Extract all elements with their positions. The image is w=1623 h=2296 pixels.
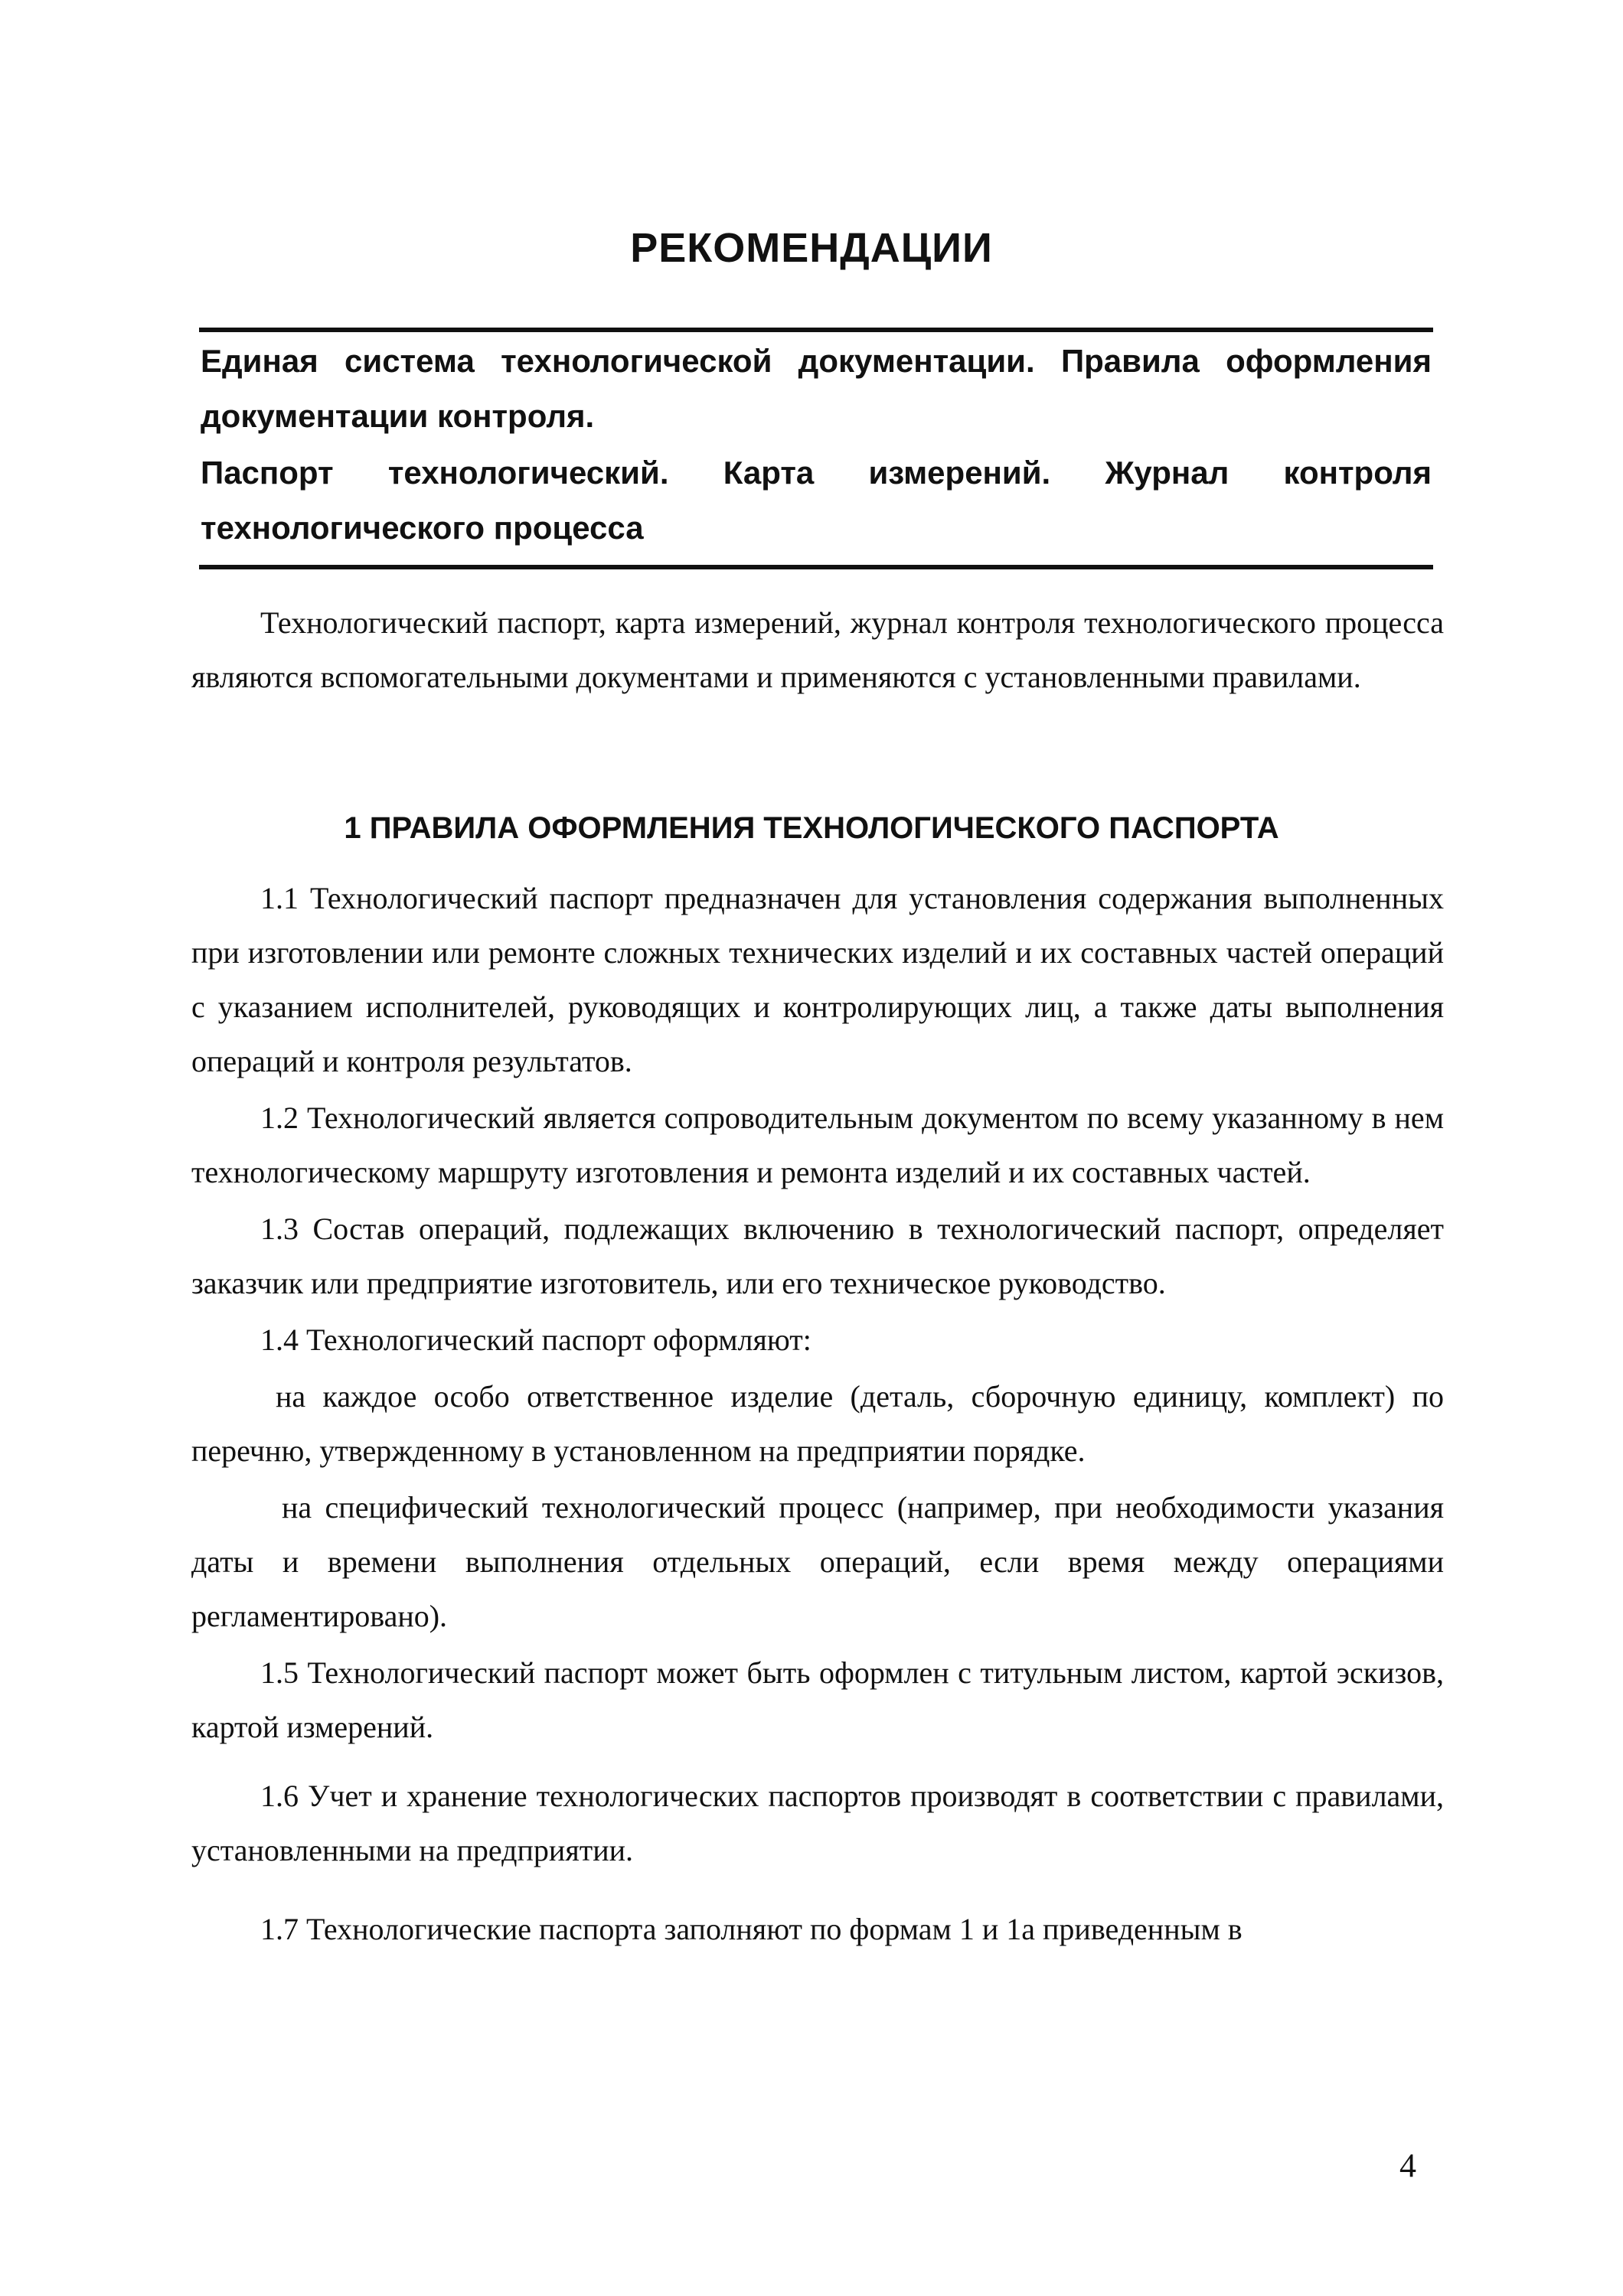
- page-number: 4: [1399, 2147, 1416, 2184]
- title-line-1: Единая система технологической документации. Правила оформления документации контроля.: [201, 343, 1432, 434]
- paragraph-1-5: 1.5 Технологический паспорт может быть оформлен с титульным листом, картой эскизов, картой измерений.: [191, 1655, 1444, 1744]
- section-1-body: [191, 871, 1444, 1956]
- document-title-part2: [201, 445, 1432, 556]
- intro-paragraph: Технологический паспорт, карта измерений, журнал контроля технологического процесса являются вспомогательными документами и применяются с установленными правилами.: [191, 605, 1444, 694]
- document-heading: РЕКОМЕНДАЦИИ: [630, 225, 993, 271]
- title-line-2: Паспорт технологический. Карта измерений. Журнал контроля технологического процесса: [201, 455, 1432, 546]
- intro-block: [191, 595, 1444, 704]
- document-title-part1: [201, 334, 1432, 444]
- paragraph-1-4-item-2: на специфический технологический процесс (например, при необходимости указания даты и времени выполнения отдельных операций, если время между операциями регламентировано).: [191, 1490, 1444, 1633]
- paragraph-1-4-item-1: на каждое особо ответственное изделие (деталь, сборочную единицу, комплект) по перечню, утвержденному в установленном на предприятии порядке.: [191, 1379, 1444, 1468]
- section-1-heading: 1 ПРАВИЛА ОФОРМЛЕНИЯ ТЕХНОЛОГИЧЕСКОГО ПАСПОРТА: [344, 811, 1279, 845]
- title-top-rule: [199, 328, 1433, 332]
- title-bottom-rule: [199, 565, 1433, 569]
- paragraph-1-2: 1.2 Технологический является сопроводительным документом по всему указанному в нем технологическому маршруту изготовления и ремонта изделий и их составных частей.: [191, 1101, 1444, 1189]
- paragraph-1-3: 1.3 Состав операций, подлежащих включению в технологический паспорт, определяет заказчик или предприятие изготовитель, или его техническое руководство.: [191, 1212, 1444, 1300]
- paragraph-1-7: 1.7 Технологические паспорта заполняют по формам 1 и 1а приведенным в: [260, 1912, 1243, 1946]
- paragraph-1-1: 1.1 Технологический паспорт предназначен для установления содержания выполненных при изготовлении или ремонте сложных технических изделий и их составных частей операций с указанием исполнителей, руководящих и контролирующих лиц, а также даты выполнения операций и контроля результатов.: [191, 881, 1444, 1078]
- paragraph-1-6: 1.6 Учет и хранение технологических паспортов производят в соответствии с правилами, установленными на предприятии.: [191, 1779, 1444, 1867]
- paragraph-1-4: 1.4 Технологический паспорт оформляют:: [260, 1322, 812, 1357]
